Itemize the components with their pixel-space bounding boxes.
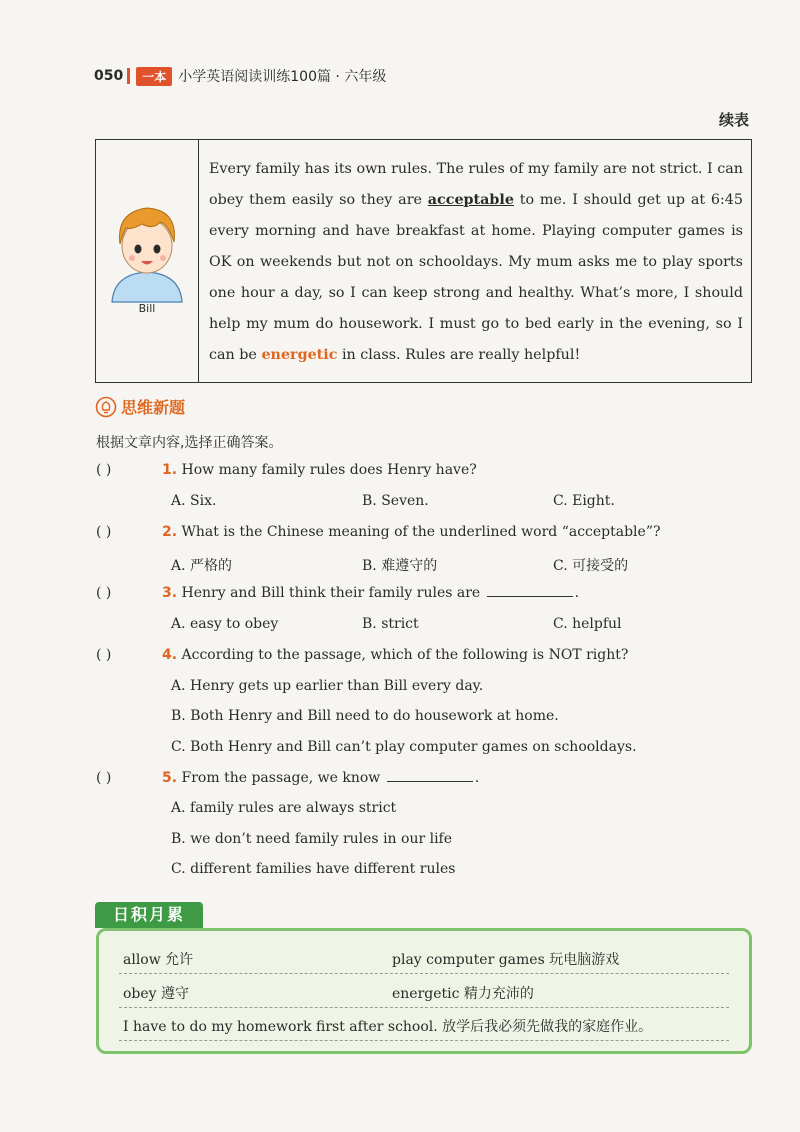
vocab-sentence: I have to do my homework first after school. 放学后我必须先做我的家庭作业。 [123,1019,653,1035]
question-3 [96,585,579,601]
question-1 [96,462,477,478]
book-title: 小学英语阅读训练100篇 · 六年级 [178,69,387,85]
question-number: 5. [162,770,178,786]
question-4 [96,647,628,663]
section-heading [95,395,185,418]
vocab-item: play computer games 玩电脑游戏 [392,952,620,968]
vocab-item: allow 允许 [123,952,194,968]
passage-text-part2: to me. I should get up at 6:45 every morning and have breakfast at home. Playing computer games is OK on weekends but not on schooldays. My mum asks me to play sports one hour a day, so I can keep strong and healthy. What’s more, I should help my mum do housework. I must go to bed early in the evening, so I can be [209,192,743,363]
passage-text-part1: Every family has its own rules. The rules of my family are not strict. I can obey them easily so they are [209,161,743,208]
highlight-word: energetic [261,347,338,363]
option-5b: B. we don’t need family rules in our life [171,831,453,847]
vocab-item: obey 遵守 [123,986,190,1002]
question-text: According to the passage, which of the following is NOT right? [181,647,629,663]
option-2c: C. 可接受的 [553,558,629,574]
continued-label: 续表 [719,111,750,129]
option-3a: A. easy to obey [171,616,279,632]
answer-paren[interactable]: ( ) [96,585,112,601]
lightbulb-icon [95,396,117,418]
avatar-cell [96,140,199,382]
option-4a: A. Henry gets up earlier than Bill every day. [171,678,484,694]
option-4c: C. Both Henry and Bill can’t play computer games on schooldays. [171,739,637,755]
option-2b: B. 难遵守的 [362,558,438,574]
question-text: Henry and Bill think their family rules are [181,585,481,601]
question-number: 1. [162,462,178,478]
question-number: 4. [162,647,178,663]
speaker-name: Bill [138,302,156,315]
vocab-box [96,928,752,1054]
boy-avatar-icon [102,194,192,304]
answer-blank[interactable] [487,596,573,597]
question-text: From the passage, we know [181,770,381,786]
option-1b: B. Seven. [362,493,429,509]
option-1c: C. Eight. [553,493,615,509]
question-text: How many family rules does Henry have? [181,462,477,478]
answer-paren[interactable]: ( ) [96,524,112,540]
question-text: What is the Chinese meaning of the underlined word “acceptable”? [181,524,661,540]
option-3b: B. strict [362,616,419,632]
answer-blank[interactable] [387,781,473,782]
question-text-end: . [474,770,480,786]
passage-text-part3: in class. Rules are really helpful! [337,347,581,363]
passage-box [95,139,752,383]
question-5 [96,770,479,786]
answer-paren[interactable]: ( ) [96,770,112,786]
answer-paren[interactable]: ( ) [96,462,112,478]
question-number: 3. [162,585,178,601]
page-header [94,66,386,86]
underlined-word: acceptable [427,192,514,208]
section-title: 思维新题 [121,398,186,417]
passage-text [199,140,751,382]
vocab-title: 日积月累 [95,902,203,928]
option-5c: C. different families have different rules [171,861,456,877]
vocab-row [119,1010,729,1041]
vocab-row [119,977,729,1008]
option-4b: B. Both Henry and Bill need to do housework at home. [171,708,559,724]
vocab-item: energetic 精力充沛的 [392,986,534,1002]
vocab-row [119,943,729,974]
question-2 [96,524,660,540]
instruction: 根据文章内容,选择正确答案。 [96,435,283,451]
question-text-end: . [574,585,580,601]
question-number: 2. [162,524,178,540]
option-2a: A. 严格的 [171,558,233,574]
option-5a: A. family rules are always strict [171,800,397,816]
brand-logo: 一本 [136,67,172,86]
answer-paren[interactable]: ( ) [96,647,112,663]
page-number: 050 [94,68,124,84]
header-divider [127,68,130,84]
option-3c: C. helpful [553,616,622,632]
option-1a: A. Six. [171,493,217,509]
